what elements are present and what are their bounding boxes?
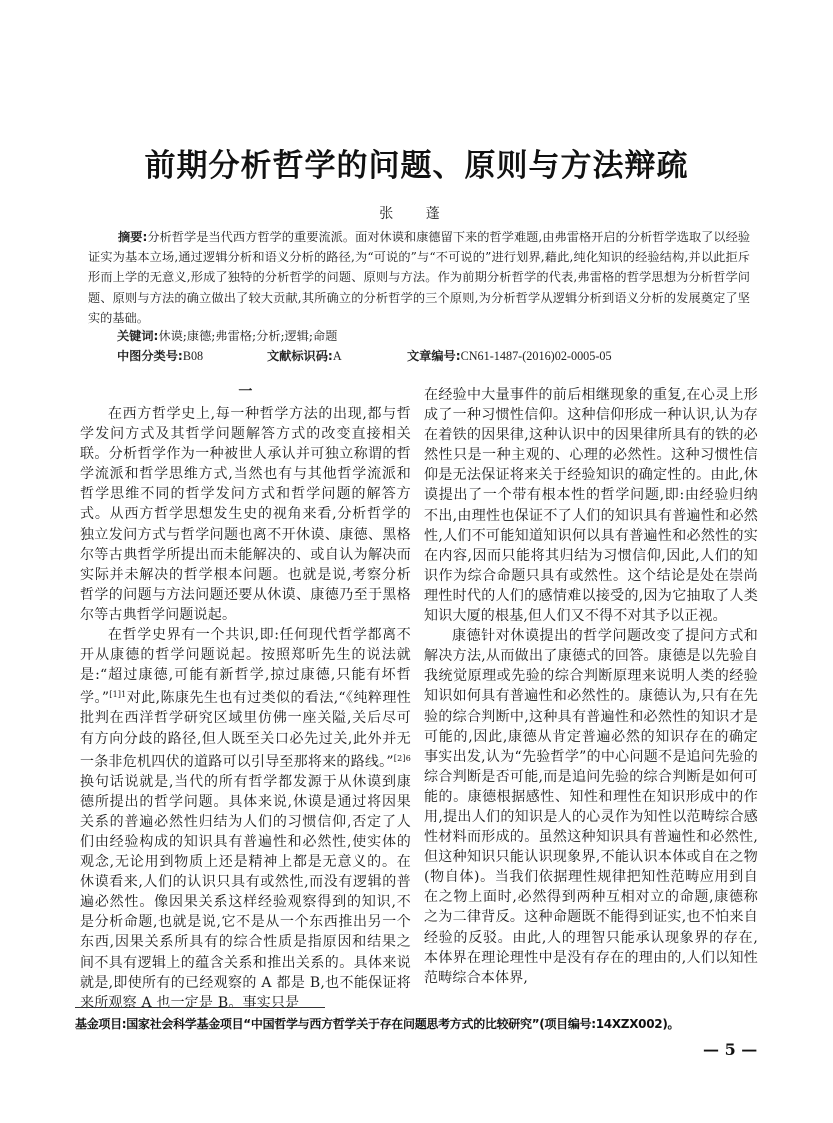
paragraph-text: 换句话说就是,当代的所有哲学都发源于从休谟到康德所提出的哲学问题。具体来说,休谟是通过将因果关系的普遍必然性归结为人们的习惯信仰,否定了人们由经验构成的知识具有普遍性和必然性,使实体的观念,无论用到物质上还是精神上都是无意义的。在休谟看来,人们的认识只具有或然性,而没有逻辑的普遍必然性。像因果关系这样经验观察得到的知识,不是分析命题,也就是说,它不是从一个东西推出另一个东西,因果关系所具有的综合性质是指原因和结果之间不具有逻辑上的蕴含关系和推出关系的。具体来说就是,即使所有的已经观察的 A 都是 B,也不能保证将来所观察 A 也一定是 B。事实只是 xyxy=(80,773,411,1011)
abstract xyxy=(88,227,750,328)
abstract-text: 分析哲学是当代西方哲学的重要流派。面对休谟和康德留下来的哲学难题,由弗雷格开启的分析哲学选取了以经验证实为基本立场,通过逻辑分析和语义分析的路径,为“可说的”与“不可说的”进行划界,藉此,纯化知识的经验结构,并以此拒斥形而上学的无意义,形成了独特的分析哲学的问题、原则与方法。作为前期分析哲学的代表,弗雷格的哲学思想为分析哲学问题、原则与方法的确立做出了较大贡献,其所确立的分析哲学的三个原则,为分析哲学从逻辑分析到语义分析的发展奠定了坚实的基础。 xyxy=(88,230,751,325)
paragraph-text: 在哲学史界有一个共识,即:任何现代哲学都离不开从康德的哲学问题说起。按照郑昕先生的说法就是:“超过康德,可能有新哲学,掠过康德,只能有坏哲学。” xyxy=(80,627,411,707)
section-number: 一 xyxy=(238,384,253,400)
document-code xyxy=(267,347,407,364)
body-paragraph: 康德针对休谟提出的哲学问题改变了提问方式和解决方法,从而做出了康德式的回答。康德是以先验自我统觉原理或先验的综合判断原理来说明人类的经验知识如何具有普遍性和必然性的。康德认为,只有在先验的综合判断中,这种具有普遍性和必然性的知识才是可能的,因此,康德从肯定普遍必然的知识存在的确定事实出发,认为“先验哲学”的中心问题不是追问先验的综合判断是否可能,而是追问先验的综合判断是如何可能的。康德根据感性、知性和理性在知识形成中的作用,提出人们的知识是人的心灵作为知性以范畴综合感性材料而形成的。虽然这种知识具有普遍性和必然性,但这种知识只能认识现象界,不能认识本体或自在之物(物自体)。当我们依据理性规律把知性范畴应用到自在之物上面时,必然得到两种互相对立的命题,康德称之为二律背反。这种命题既不能得到证实,也不怕来自经验的反驳。由此,人的理智只能承认现象界的存在,本体界在理论理性中是没有存在的理由的,人们以知性范畴综合本体界, xyxy=(424,628,758,986)
paragraph-text: 对此,陈康先生也有过类似的看法,“《纯粹理性批判在西洋哲学研究区域里仿佛一座关隘,关后尽可有方向分歧的路径,但人既至关口必先过关,此外并无一条非危机四伏的道路可以引导至那将来的路线。” xyxy=(80,690,411,770)
keywords xyxy=(117,327,337,344)
article-author: 张 蓬 xyxy=(379,206,454,222)
article-meta xyxy=(117,347,612,364)
clc-number xyxy=(117,347,267,364)
document-code-value: A xyxy=(332,349,342,363)
right-column xyxy=(424,385,758,988)
clc-label: 中图分类号: xyxy=(117,349,183,363)
article-id-value: CN61-1487-(2016)02-0005-05 xyxy=(460,349,612,363)
body-paragraph: 在经验中大量事件的前后相继现象的重复,在心灵上形成了一种习惯性信仰。这种信仰形成一种认识,认为存在着铁的因果律,这种认识中的因果律所具有的铁的必然性只是一种主观的、心理的必然性。这种习惯性信仰是无法保证将来关于经验知识的确定性的。由此,休谟提出了一个带有根本性的哲学问题,即:由经验归纳不出,由理性也保证不了人们的知识具有普遍性和必然性,人们不可能知道知识何以具有普遍性和必然性的实在内容,因而只能将其归结为习惯信仰,因此,人们的知识作为综合命题只具有或然性。这个结论是处在崇尚理性时代的人们的感情难以接受的,因为它抽取了人类知识大厦的根基,但人们又不得不对其予以正视。 xyxy=(424,387,758,625)
left-column xyxy=(80,382,411,1013)
article-title: 前期分析哲学的问题、原则与方法辩疏 xyxy=(144,148,689,184)
abstract-label: 摘要: xyxy=(118,230,148,244)
citation-ref: [1]1 xyxy=(109,690,127,700)
keywords-text: 休谟;康德;弗雷格;分析;逻辑;命题 xyxy=(158,329,338,343)
citation-ref: [2]6 xyxy=(393,753,411,763)
document-code-label: 文献标识码: xyxy=(267,349,333,363)
page-number: — 5 — xyxy=(703,1040,758,1059)
keywords-label: 关键词: xyxy=(117,329,159,343)
footnote-divider xyxy=(75,1007,325,1008)
clc-value: B08 xyxy=(182,349,204,363)
body-paragraph xyxy=(80,625,411,1013)
article-id xyxy=(407,347,612,364)
article-id-label: 文章编号: xyxy=(407,349,461,363)
body-paragraph: 在西方哲学史上,每一种哲学方法的出现,都与哲学发问方式及其哲学问题解答方式的改变直接相关联。分析哲学作为一种被世人承认并可独立称谓的哲学流派和哲学思维方式,当然也有与其他哲学流派和哲学思维不同的哲学发问方式和哲学问题的解答方式。从西方哲学思想发生史的视角来看,分析哲学的独立发问方式与哲学问题也离不开休谟、康德、黑格尔等古典哲学所提出而未能解决的、或自认为解决而实际并未解决的哲学根本问题。也就是说,考察分析哲学的问题与方法问题还要从休谟、康德乃至于黑格尔等古典哲学问题说起。 xyxy=(80,406,411,623)
funding-footnote: 基金项目:国家社会科学基金项目“中国哲学与西方哲学关于存在问题思考方式的比较研究”(项目编号:14XZX002)。 xyxy=(75,1017,680,1031)
